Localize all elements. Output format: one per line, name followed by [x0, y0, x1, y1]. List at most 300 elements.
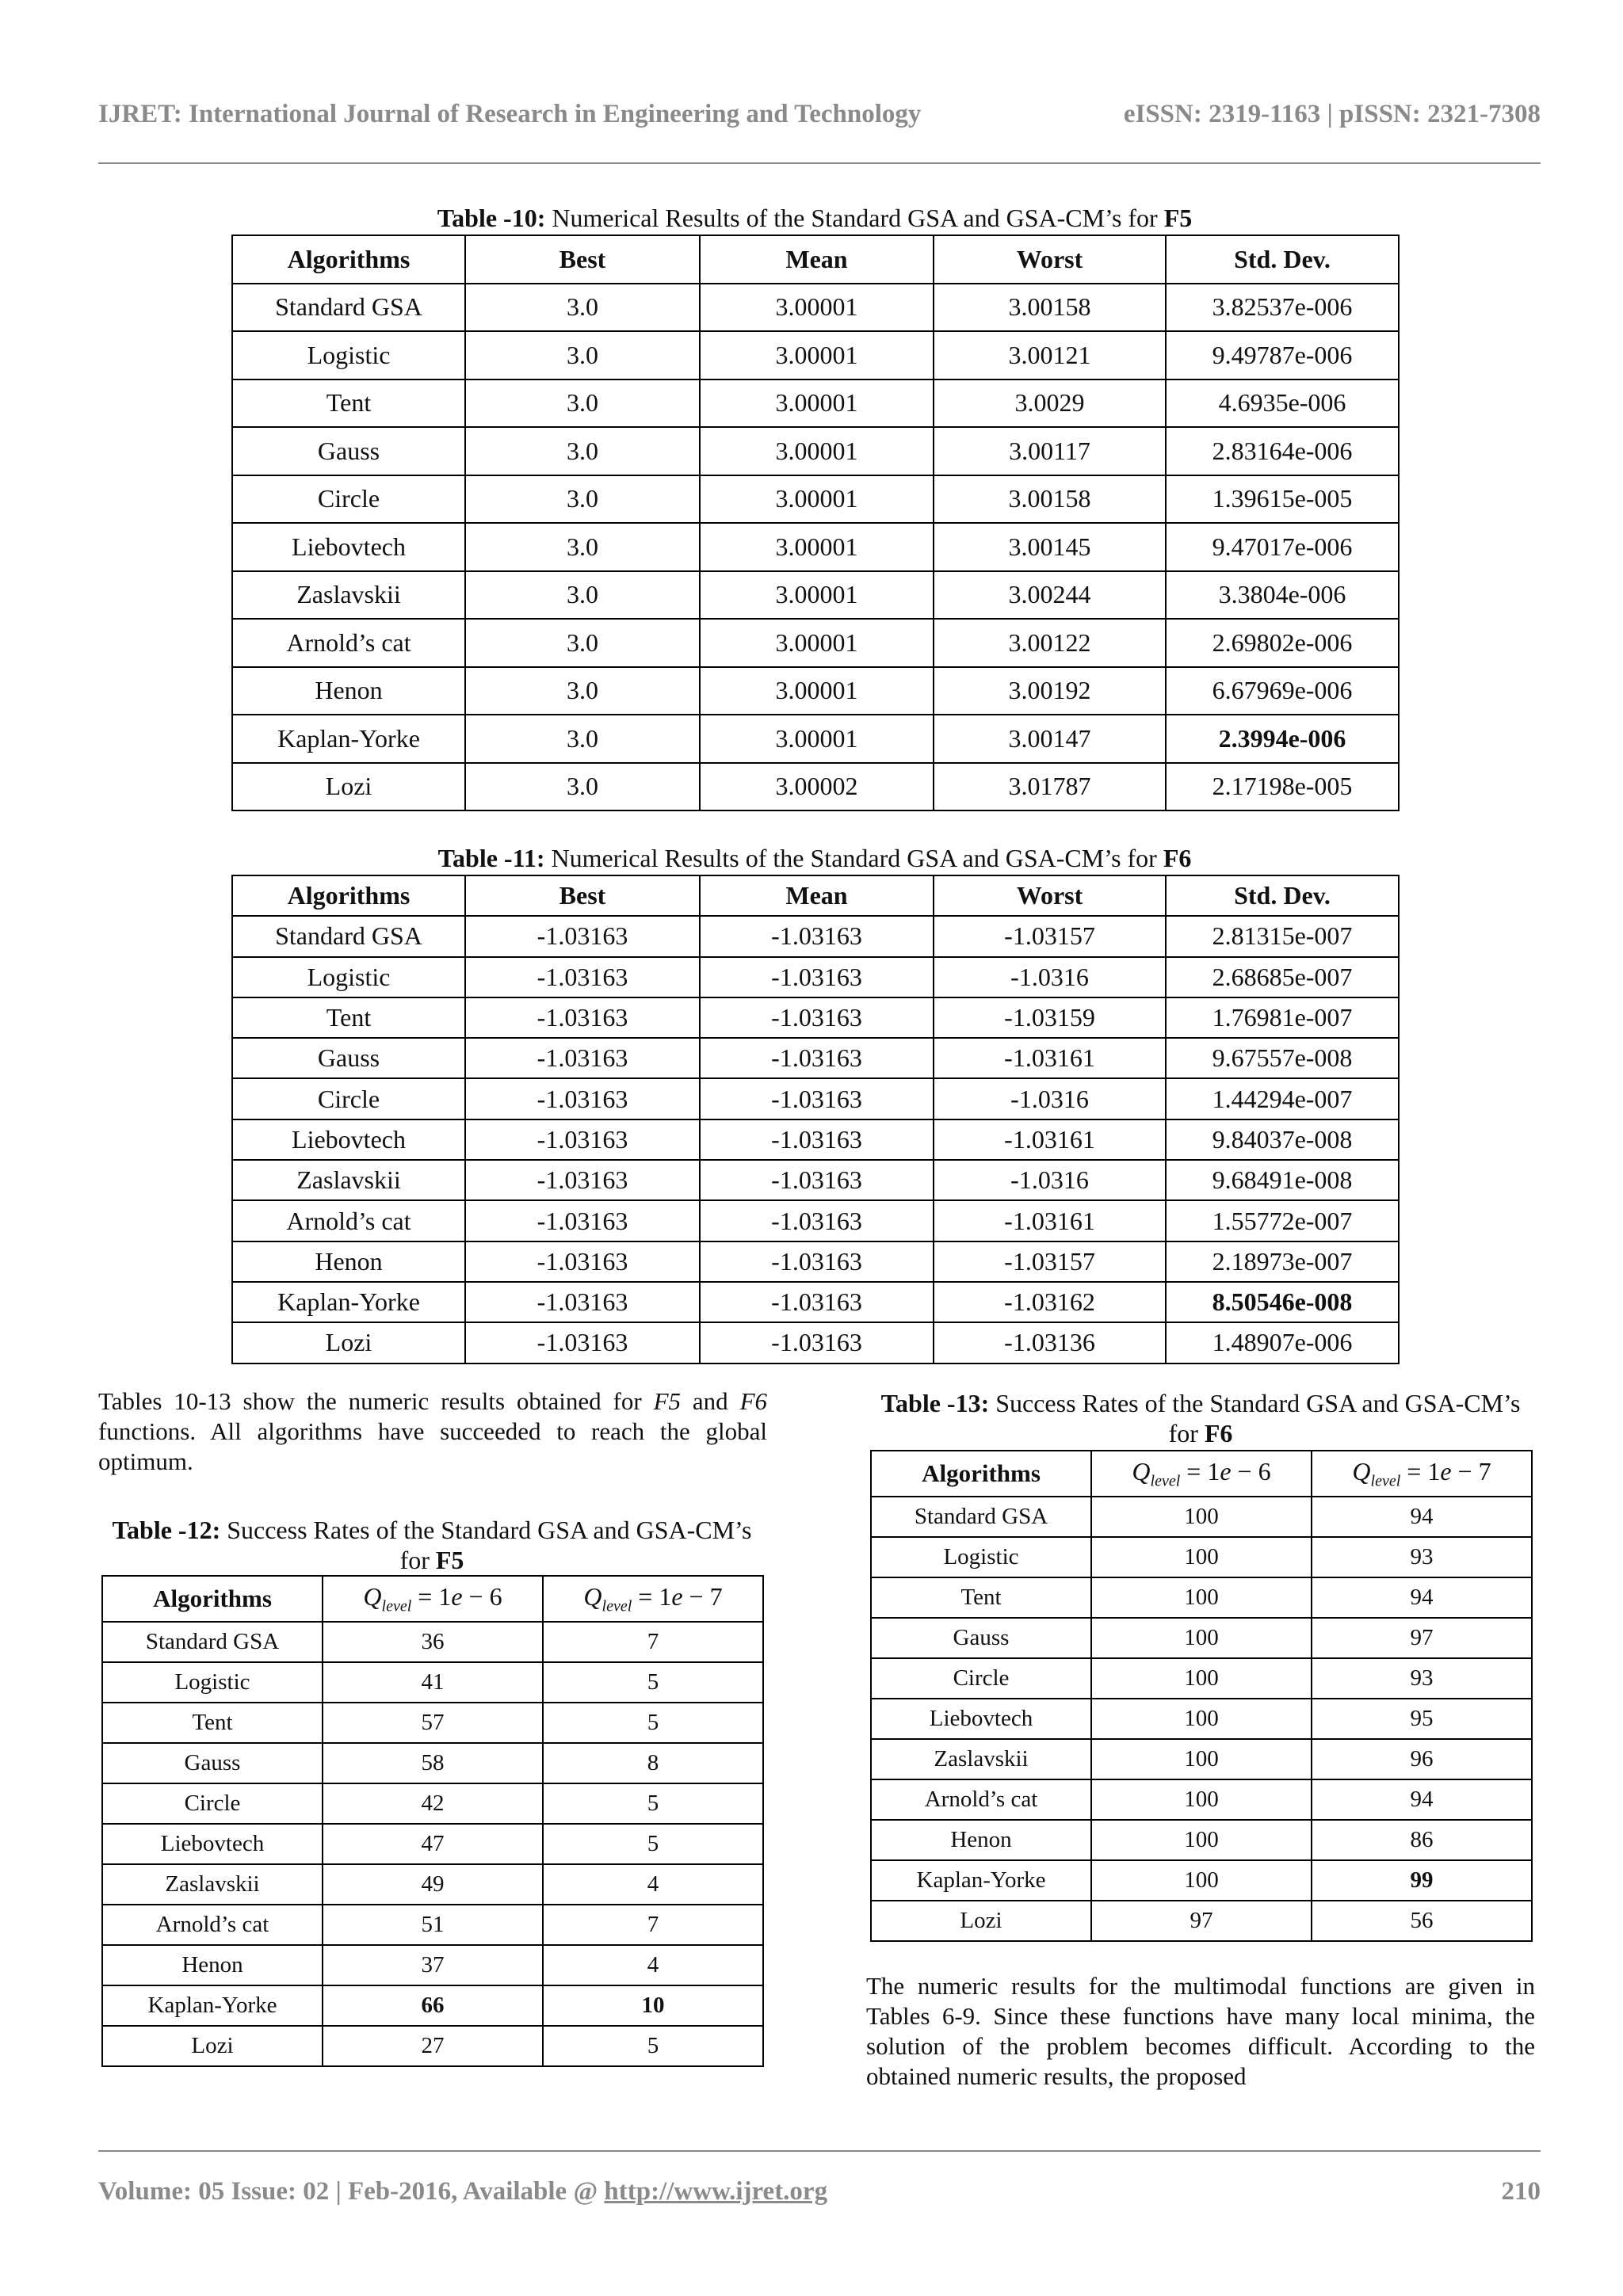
table-cell: 6.67969e-006 — [1166, 667, 1399, 715]
table-row — [871, 1618, 1532, 1658]
table-row — [232, 916, 1399, 956]
table-cell: -1.03163 — [465, 916, 700, 956]
table-cell: 100 — [1091, 1618, 1312, 1658]
table-cell: 95 — [1312, 1699, 1532, 1739]
table-cell: 42 — [323, 1783, 543, 1824]
table-cell: -1.03163 — [465, 1038, 700, 1078]
table-cell: 3.00001 — [700, 619, 934, 667]
table-cell: -1.03163 — [700, 1119, 934, 1160]
table-cell: 86 — [1312, 1820, 1532, 1860]
table-cell: 3.00158 — [934, 475, 1166, 524]
table-cell: Arnold’s cat — [232, 1200, 465, 1241]
col-header-q6 — [1091, 1451, 1312, 1497]
table-cell: 100 — [1091, 1860, 1312, 1901]
table-cell: -1.03163 — [700, 1038, 934, 1078]
table-row — [232, 331, 1399, 379]
table-cell: Henon — [871, 1820, 1091, 1860]
table-cell: -1.03161 — [934, 1038, 1166, 1078]
table-cell: 9.68491e-008 — [1166, 1160, 1399, 1200]
table-cell: 3.0 — [465, 427, 700, 475]
table-cell: 3.00001 — [700, 571, 934, 620]
table-cell: -1.03163 — [700, 997, 934, 1038]
q-subscript: level — [1150, 1472, 1181, 1490]
table-row — [102, 1622, 763, 1662]
table-row — [102, 1864, 763, 1905]
q-subscript: level — [381, 1597, 412, 1615]
table-row — [232, 763, 1399, 811]
table-cell: 94 — [1312, 1497, 1532, 1537]
q-val: 1 — [1427, 1456, 1441, 1486]
table-row — [871, 1537, 1532, 1577]
q-e: e — [671, 1581, 683, 1611]
q-subscript: level — [601, 1597, 632, 1615]
table-cell: Logistic — [232, 331, 465, 379]
table10 — [231, 235, 1400, 811]
q-formula — [1132, 1456, 1271, 1490]
table-row — [232, 957, 1399, 997]
q-exp: 6 — [489, 1581, 502, 1611]
q-exp: 6 — [1258, 1456, 1271, 1486]
table11 — [231, 875, 1400, 1364]
table-cell: -1.03136 — [934, 1322, 1166, 1363]
q-symbol: Q — [363, 1581, 382, 1611]
table-row — [232, 1282, 1399, 1322]
journal-title: IJRET: International Journal of Research in Engineering and Technology — [98, 100, 922, 128]
table-cell: 97 — [1091, 1901, 1312, 1941]
table-cell: Gauss — [232, 427, 465, 475]
footer-volume-text: Volume: 05 Issue: 02 | Feb-2016, Available @ — [98, 2177, 605, 2206]
table-cell: 3.0 — [465, 763, 700, 811]
table-cell: 100 — [1091, 1497, 1312, 1537]
table-row — [871, 1658, 1532, 1699]
table-cell: 3.0029 — [934, 379, 1166, 428]
table11-function: F6 — [1163, 844, 1192, 872]
q-val: 1 — [659, 1581, 672, 1611]
table-cell: 3.0 — [465, 667, 700, 715]
q-e: e — [1440, 1456, 1452, 1486]
table-cell: 58 — [323, 1743, 543, 1783]
table-cell: 41 — [323, 1662, 543, 1703]
q-rel: = — [1400, 1456, 1428, 1486]
col-header: Algorithms — [102, 1576, 323, 1622]
table-cell: Tent — [232, 379, 465, 428]
table-cell: 100 — [1091, 1699, 1312, 1739]
table-cell: 4.6935e-006 — [1166, 379, 1399, 428]
table13 — [870, 1450, 1533, 1942]
page-header — [98, 93, 1541, 135]
table-cell: 100 — [1091, 1779, 1312, 1820]
table-cell: Tent — [102, 1703, 323, 1743]
table-cell: -1.03163 — [700, 1160, 934, 1200]
table-cell: 5 — [543, 1824, 763, 1864]
table-cell: Henon — [232, 667, 465, 715]
table-row — [102, 1985, 763, 2026]
footer-rule — [98, 2150, 1541, 2152]
table-cell: 1.39615e-005 — [1166, 475, 1399, 524]
q-minus: − — [462, 1581, 490, 1611]
table-row — [102, 2026, 763, 2066]
table-row — [871, 1577, 1532, 1618]
multimodal-paragraph: The numeric results for the multimodal functions are given in Tables 6-9. Since these functions have many local minima, the solution of the problem becomes difficult. According to the obtained numeric results, the proposed — [866, 1972, 1535, 2090]
col-header: Std. Dev. — [1166, 235, 1399, 284]
col-header: Mean — [700, 875, 934, 916]
table-cell: -1.03163 — [700, 957, 934, 997]
table-cell-best: 66 — [323, 1985, 543, 2026]
col-header: Worst — [934, 235, 1166, 284]
table-row — [102, 1743, 763, 1783]
table-cell: 93 — [1312, 1658, 1532, 1699]
q-val: 1 — [438, 1581, 452, 1611]
table-cell: 3.00244 — [934, 571, 1166, 620]
table-cell: 3.00001 — [700, 715, 934, 763]
table-row — [232, 523, 1399, 571]
table-cell: 2.83164e-006 — [1166, 427, 1399, 475]
table-cell: 3.00001 — [700, 667, 934, 715]
q-symbol: Q — [583, 1581, 602, 1611]
table12-caption — [101, 1515, 762, 1575]
table-cell: -1.03163 — [465, 1119, 700, 1160]
para-text: Tables 10-13 show the numeric results obtained for — [98, 1387, 654, 1415]
table-cell: Arnold’s cat — [871, 1779, 1091, 1820]
table-cell: Liebovtech — [102, 1824, 323, 1864]
table-row — [232, 997, 1399, 1038]
table-cell: 100 — [1091, 1577, 1312, 1618]
table13-function: F6 — [1204, 1419, 1233, 1447]
q-exp: 7 — [709, 1581, 723, 1611]
table-cell: 2.81315e-007 — [1166, 916, 1399, 956]
q-exp: 7 — [1478, 1456, 1491, 1486]
table13-label: Table -13: — [880, 1389, 990, 1417]
table-row — [871, 1860, 1532, 1901]
table-cell: 3.0 — [465, 284, 700, 332]
table-cell: -1.0316 — [934, 1160, 1166, 1200]
table-row — [232, 1241, 1399, 1282]
table-cell-best: 99 — [1312, 1860, 1532, 1901]
table13-caption — [870, 1388, 1531, 1448]
table-cell: Zaslavskii — [102, 1864, 323, 1905]
table-cell: Zaslavskii — [232, 571, 465, 620]
table-cell: 3.01787 — [934, 763, 1166, 811]
table-cell: 3.00122 — [934, 619, 1166, 667]
table-cell: 3.00121 — [934, 331, 1166, 379]
q-e: e — [1220, 1456, 1232, 1486]
q-minus: − — [1451, 1456, 1479, 1486]
para-f5: F5 — [653, 1387, 682, 1415]
table11-caption — [231, 843, 1398, 873]
table-cell: 3.00001 — [700, 427, 934, 475]
table-cell: 8 — [543, 1743, 763, 1783]
table-cell: -1.03163 — [465, 1160, 700, 1200]
table-cell: 5 — [543, 2026, 763, 2066]
table-cell: 3.00002 — [700, 763, 934, 811]
table-cell: Zaslavskii — [232, 1160, 465, 1200]
col-header: Algorithms — [232, 235, 465, 284]
table-cell: -1.03163 — [465, 1200, 700, 1241]
table-cell: 1.48907e-006 — [1166, 1322, 1399, 1363]
col-header-q7 — [1312, 1451, 1532, 1497]
table-cell: Zaslavskii — [871, 1739, 1091, 1779]
table-cell: Kaplan-Yorke — [232, 1282, 465, 1322]
table10-caption — [231, 203, 1398, 233]
table-cell: -1.03159 — [934, 997, 1166, 1038]
table-cell: -1.03161 — [934, 1200, 1166, 1241]
table-cell: Circle — [232, 1078, 465, 1119]
table11-caption-text: Numerical Results of the Standard GSA and GSA-CM’s for — [544, 844, 1163, 872]
table-cell: 3.0 — [465, 379, 700, 428]
table-row — [102, 1662, 763, 1703]
table-cell: Lozi — [232, 1322, 465, 1363]
col-header-q7 — [543, 1576, 763, 1622]
q-formula — [1352, 1456, 1491, 1490]
table-cell: 97 — [1312, 1618, 1532, 1658]
table-cell: -1.03163 — [700, 1078, 934, 1119]
table-cell: Liebovtech — [232, 1119, 465, 1160]
table-cell: 56 — [1312, 1901, 1532, 1941]
table-cell: 5 — [543, 1662, 763, 1703]
table12-label: Table -12: — [112, 1516, 221, 1544]
table10-label: Table -10: — [437, 204, 546, 232]
table-cell: -1.03163 — [465, 1078, 700, 1119]
page-number: 210 — [1501, 2177, 1541, 2206]
col-header: Std. Dev. — [1166, 875, 1399, 916]
table-cell: 3.82537e-006 — [1166, 284, 1399, 332]
table-cell: 93 — [1312, 1537, 1532, 1577]
table-row — [232, 571, 1399, 620]
q-rel: = — [632, 1581, 659, 1611]
table-cell: 5 — [543, 1783, 763, 1824]
table-cell: Lozi — [871, 1901, 1091, 1941]
table-cell: Lozi — [102, 2026, 323, 2066]
para-f6: F6 — [739, 1387, 767, 1415]
q-subscript: level — [1370, 1472, 1401, 1490]
table-cell: 3.0 — [465, 523, 700, 571]
table-row — [102, 1703, 763, 1743]
table-row — [232, 667, 1399, 715]
table-cell: -1.03163 — [465, 1322, 700, 1363]
table-cell: 3.0 — [465, 571, 700, 620]
table-row — [232, 475, 1399, 524]
footer-volume — [98, 2177, 827, 2206]
table-cell: -1.03163 — [700, 1282, 934, 1322]
table-cell-best: 2.3994e-006 — [1166, 715, 1399, 763]
table-cell: 2.17198e-005 — [1166, 763, 1399, 811]
col-header: Best — [465, 875, 700, 916]
table-cell: Arnold’s cat — [102, 1905, 323, 1945]
page-footer — [98, 2171, 1541, 2212]
col-header: Algorithms — [871, 1451, 1091, 1497]
table-cell: Kaplan-Yorke — [232, 715, 465, 763]
issn-line: eISSN: 2319-1163 | pISSN: 2321-7308 — [1123, 100, 1541, 128]
table-cell: 3.0 — [465, 331, 700, 379]
table-cell: Standard GSA — [102, 1622, 323, 1662]
table-cell: 3.00001 — [700, 475, 934, 524]
table-cell: 4 — [543, 1945, 763, 1985]
q-e: e — [451, 1581, 463, 1611]
table-cell: 3.3804e-006 — [1166, 571, 1399, 620]
table-cell-best: 10 — [543, 1985, 763, 2026]
q-minus: − — [1231, 1456, 1258, 1486]
table10-caption-text: Numerical Results of the Standard GSA and GSA-CM’s for — [545, 204, 1164, 232]
table-cell: -1.03161 — [934, 1119, 1166, 1160]
col-header: Algorithms — [232, 875, 465, 916]
table-row — [232, 1078, 1399, 1119]
table-cell: 36 — [323, 1622, 543, 1662]
table-cell: Circle — [232, 475, 465, 524]
table-cell: Circle — [102, 1783, 323, 1824]
table-cell: Kaplan-Yorke — [871, 1860, 1091, 1901]
q-formula — [363, 1581, 502, 1615]
table-cell: 1.55772e-007 — [1166, 1200, 1399, 1241]
table-cell: 3.00117 — [934, 427, 1166, 475]
table-cell: 3.0 — [465, 715, 700, 763]
col-header: Worst — [934, 875, 1166, 916]
table-cell: 2.68685e-007 — [1166, 957, 1399, 997]
q-val: 1 — [1207, 1456, 1220, 1486]
q-rel: = — [411, 1581, 439, 1611]
table-cell: -1.03163 — [700, 1241, 934, 1282]
table-cell: 3.00158 — [934, 284, 1166, 332]
table-cell: 100 — [1091, 1658, 1312, 1699]
table-cell: 57 — [323, 1703, 543, 1743]
table-cell: Kaplan-Yorke — [102, 1985, 323, 2026]
table-cell: -1.0316 — [934, 1078, 1166, 1119]
para-text: and — [681, 1387, 740, 1415]
table-cell: 1.44294e-007 — [1166, 1078, 1399, 1119]
table-cell: -1.03163 — [465, 1282, 700, 1322]
table-cell: Henon — [232, 1241, 465, 1282]
table-row — [871, 1497, 1532, 1537]
table-cell: 100 — [1091, 1820, 1312, 1860]
table-cell: Standard GSA — [871, 1497, 1091, 1537]
table-cell: -1.03157 — [934, 1241, 1166, 1282]
table-cell: Logistic — [102, 1662, 323, 1703]
col-header: Mean — [700, 235, 934, 284]
table-row — [232, 427, 1399, 475]
table-cell: 3.0 — [465, 475, 700, 524]
table-header-row — [232, 875, 1399, 916]
intro-paragraph — [98, 1386, 767, 1477]
q-formula — [583, 1581, 723, 1615]
table-cell-best: 8.50546e-008 — [1166, 1282, 1399, 1322]
table-row — [232, 619, 1399, 667]
header-rule — [98, 162, 1541, 164]
table-cell: -1.03157 — [934, 916, 1166, 956]
table-row — [871, 1820, 1532, 1860]
table-cell: -1.03163 — [700, 1322, 934, 1363]
table-row — [232, 715, 1399, 763]
table-row — [102, 1824, 763, 1864]
table-cell: 9.67557e-008 — [1166, 1038, 1399, 1078]
table-row — [102, 1945, 763, 1985]
table-cell: 49 — [323, 1864, 543, 1905]
table12 — [101, 1575, 764, 2067]
table-cell: Tent — [871, 1577, 1091, 1618]
table-row — [232, 1119, 1399, 1160]
table12-caption-text: Success Rates of the Standard GSA and GSA-CM’s for — [220, 1516, 752, 1574]
table10-function: F5 — [1163, 204, 1193, 232]
table-cell: 100 — [1091, 1537, 1312, 1577]
table-cell: 3.00192 — [934, 667, 1166, 715]
table-cell: Gauss — [102, 1743, 323, 1783]
table-cell: 3.00001 — [700, 523, 934, 571]
footer-link[interactable]: http://www.ijret.org — [604, 2177, 828, 2206]
table-cell: Tent — [232, 997, 465, 1038]
table-cell: 3.00001 — [700, 284, 934, 332]
q-minus: − — [682, 1581, 710, 1611]
table-cell: Logistic — [871, 1537, 1091, 1577]
table-row — [871, 1901, 1532, 1941]
table-cell: 3.0 — [465, 619, 700, 667]
table-header-row — [871, 1451, 1532, 1497]
table-row — [232, 284, 1399, 332]
table-row — [232, 1200, 1399, 1241]
table-cell: 3.00145 — [934, 523, 1166, 571]
para-text: functions. All algorithms have succeeded to reach the global optimum. — [98, 1417, 767, 1475]
table-cell: 5 — [543, 1703, 763, 1743]
table-cell: 4 — [543, 1864, 763, 1905]
table-cell: Lozi — [232, 763, 465, 811]
table-cell: Arnold’s cat — [232, 619, 465, 667]
table-row — [102, 1783, 763, 1824]
table-row — [871, 1739, 1532, 1779]
table-cell: -1.03162 — [934, 1282, 1166, 1322]
table-cell: 3.00001 — [700, 331, 934, 379]
table11-label: Table -11: — [437, 844, 545, 872]
table-cell: 100 — [1091, 1739, 1312, 1779]
table-row — [232, 1160, 1399, 1200]
table-cell: Henon — [102, 1945, 323, 1985]
table-cell: 47 — [323, 1824, 543, 1864]
table-cell: -1.0316 — [934, 957, 1166, 997]
table-cell: 9.84037e-008 — [1166, 1119, 1399, 1160]
table-header-row — [102, 1576, 763, 1622]
table-cell: 2.18973e-007 — [1166, 1241, 1399, 1282]
table-cell: 2.69802e-006 — [1166, 619, 1399, 667]
table-row — [871, 1699, 1532, 1739]
table-header-row — [232, 235, 1399, 284]
table-cell: 94 — [1312, 1577, 1532, 1618]
table-row — [102, 1905, 763, 1945]
col-header-q6 — [323, 1576, 543, 1622]
table-cell: 7 — [543, 1622, 763, 1662]
table-cell: Liebovtech — [871, 1699, 1091, 1739]
table-cell: -1.03163 — [465, 957, 700, 997]
table-cell: 1.76981e-007 — [1166, 997, 1399, 1038]
table-cell: -1.03163 — [465, 997, 700, 1038]
table-cell: Standard GSA — [232, 916, 465, 956]
table-cell: 7 — [543, 1905, 763, 1945]
table-cell: Logistic — [232, 957, 465, 997]
table-cell: 37 — [323, 1945, 543, 1985]
table-cell: 3.00147 — [934, 715, 1166, 763]
col-header: Best — [465, 235, 700, 284]
table-cell: -1.03163 — [700, 1200, 934, 1241]
table-row — [232, 1038, 1399, 1078]
table-cell: Gauss — [232, 1038, 465, 1078]
q-symbol: Q — [1352, 1456, 1371, 1486]
table-cell: 27 — [323, 2026, 543, 2066]
table-cell: -1.03163 — [465, 1241, 700, 1282]
table-cell: Standard GSA — [232, 284, 465, 332]
q-symbol: Q — [1132, 1456, 1151, 1486]
table12-function: F5 — [435, 1546, 464, 1574]
table-cell: -1.03163 — [700, 916, 934, 956]
table-cell: Liebovtech — [232, 523, 465, 571]
table-row — [232, 1322, 1399, 1363]
table-cell: Circle — [871, 1658, 1091, 1699]
table-row — [232, 379, 1399, 428]
table-cell: 96 — [1312, 1739, 1532, 1779]
